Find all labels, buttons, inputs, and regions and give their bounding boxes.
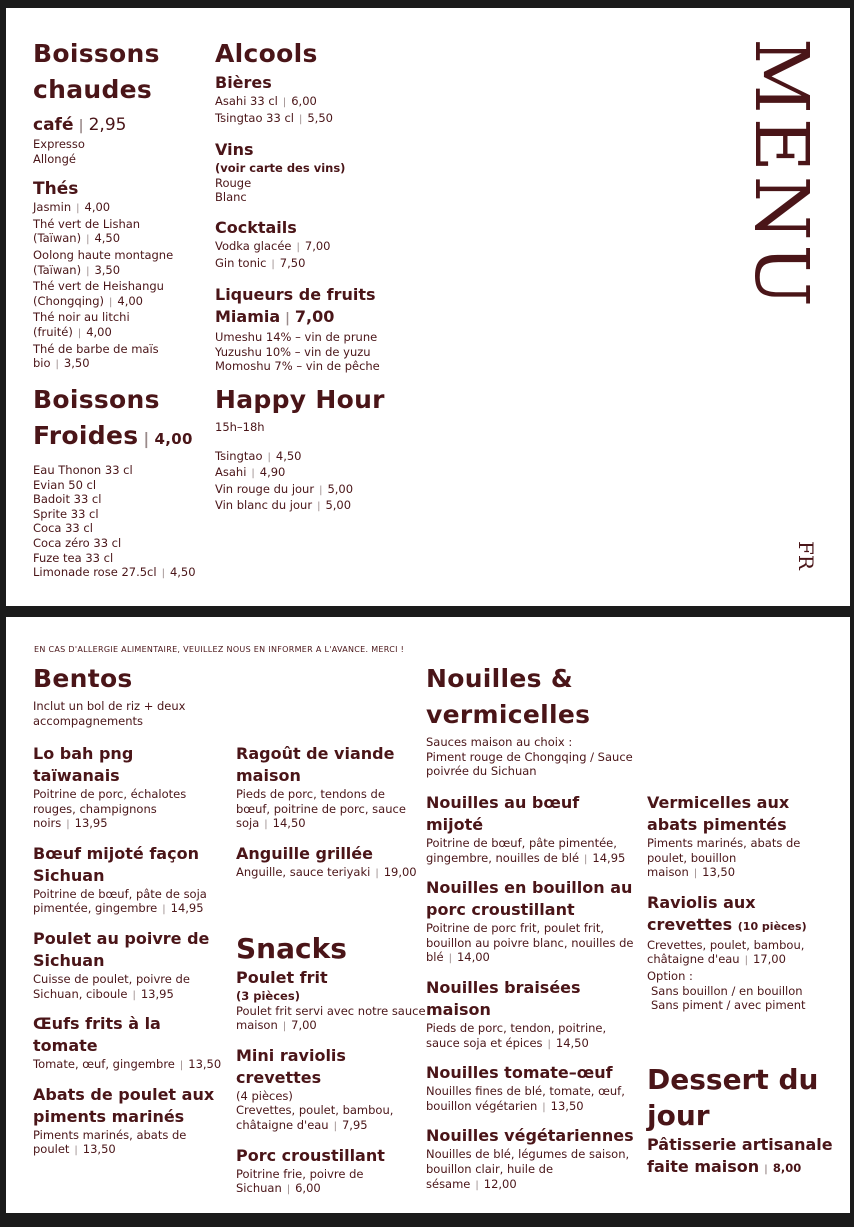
alcohol-section: [215, 36, 445, 374]
bento-desc: Poitrine de bœuf, pâte de soja pimentée, gingembre | 14,95: [33, 886, 207, 916]
vermicelli-column: [647, 792, 827, 1013]
happy-hour-item: Asahi | 4,90: [215, 465, 286, 480]
teas-title: Thés: [33, 179, 79, 200]
noodle-item: [426, 877, 638, 967]
drinks-page: [6, 8, 850, 606]
liqueur-item: Yuzushu 10% – vin de yuzu: [215, 344, 371, 359]
liqueur-item: Momoshu 7% – vin de pêche: [215, 359, 380, 374]
bento-name: Abats de poulet aux piments marinés: [33, 1084, 215, 1126]
hot-drinks-title-2: chaudes: [33, 75, 153, 104]
lemonade-item: Limonade rose 27.5cl | 4,50: [33, 565, 196, 580]
language-tag: FR: [794, 541, 818, 570]
coffee-item: Allongé: [33, 151, 76, 166]
happy-hour-hours: 15h–18h: [215, 420, 265, 434]
sauces-options: Piment rouge de Chongqing / Sauce poivrée du Sichuan: [426, 749, 633, 779]
noodle-item: [426, 1125, 638, 1193]
cold-item: Coca 33 cl: [33, 521, 93, 536]
snacks-section: [236, 931, 426, 1198]
cold-drinks-title-2: Froides | 4,00: [33, 421, 193, 450]
noodle-name: Nouilles braisées maison: [426, 977, 581, 1019]
noodle-name: Nouilles végétariennes: [426, 1126, 634, 1146]
snack-desc: Poulet frit servi avec notre sauce maison | 7,00: [236, 1003, 426, 1033]
cold-item: Coca zéro 33 cl: [33, 535, 122, 550]
noodles-header: [426, 661, 636, 779]
noodle-desc: Poitrine de bœuf, pâte pimentée, gingembre, nouilles de blé | 14,95: [426, 836, 626, 865]
noodle-name: Nouilles en bouillon au porc croustillant: [426, 878, 633, 920]
bento-item: [33, 1013, 223, 1074]
dessert-title-2: jour: [647, 1099, 710, 1132]
happy-hour-item: Tsingtao | 4,50: [215, 448, 302, 463]
noodles-title-1: Nouilles &: [426, 664, 573, 693]
vermicelli-name: Vermicelles aux abats pimentés: [647, 793, 790, 834]
tea-item: Thé vert de Heishangu (Chongqing) | 4,00: [33, 279, 164, 308]
cold-item: Fuze tea 33 cl: [33, 550, 114, 565]
coffee-heading: café | 2,95: [33, 115, 127, 135]
dessert-section: [647, 1062, 837, 1181]
menu-title: MENU: [738, 38, 824, 311]
bento-desc: Pieds de porc, tendons de bœuf, poitrine de porc, sauce soja | 14,50: [236, 787, 406, 831]
coffee-name: café: [33, 115, 74, 135]
tea-item: Oolong haute montagne (Taïwan) | 3,50: [33, 247, 174, 277]
bentos-desc: Inclut un bol de riz + deux accompagnements: [33, 699, 186, 728]
liqueur-item: Umeshu 14% – vin de prune: [215, 330, 378, 345]
bento-desc: Anguille, sauce teriyaki | 19,00: [236, 864, 417, 879]
cocktail-item: Vodka glacée | 7,00: [215, 238, 331, 253]
tea-item: Thé vert de Lishan (Taïwan) | 4,50: [33, 216, 141, 246]
liqueurs-title: Liqueurs de fruits: [215, 285, 376, 305]
wines-title: Vins: [215, 140, 254, 160]
bento-item: [236, 743, 421, 833]
happy-hour-item: Vin rouge du jour | 5,00: [215, 481, 354, 496]
allergy-notice: EN CAS D'ALLERGIE ALIMENTAIRE, VEUILLEZ NOUS EN INFORMER A L'AVANCE. MERCI !: [34, 645, 405, 654]
happy-hour-title: Happy Hour: [215, 385, 385, 414]
snack-item: [236, 1045, 426, 1135]
bento-name: Lo bah png taïwanais: [33, 744, 134, 785]
raviolis-name: Raviolis aux crevettes (10 pièces): [647, 892, 807, 934]
bento-desc: Cuisse de poulet, poivre de Sichuan, ciboule | 13,95: [33, 971, 190, 1001]
bento-name: Poulet au poivre de Sichuan: [33, 928, 210, 970]
bento-desc: Poitrine de porc, échalotes rouges, champignons noirs | 13,95: [33, 787, 187, 831]
cocktail-item: Gin tonic | 7,50: [215, 255, 306, 270]
raviolis-option-label: Option :: [647, 968, 693, 983]
noodle-desc: Nouilles de blé, légumes de saison, bouillon clair, huile de sésame | 12,00: [426, 1147, 630, 1191]
alcohol-title: Alcools: [215, 39, 318, 68]
raviolis-item: [647, 892, 827, 1013]
noodle-item: [426, 1062, 638, 1115]
wine-item: Blanc: [215, 190, 247, 205]
wine-item: Rouge: [215, 175, 252, 190]
noodles-title-2: vermicelles: [426, 700, 591, 729]
bentos-left-column: [33, 743, 223, 1159]
cold-drinks-section: [33, 382, 213, 582]
bento-name: Anguille grillée: [236, 843, 373, 863]
bentos-title: Bentos: [33, 664, 133, 693]
snack-item: [236, 967, 426, 1035]
snack-name: Mini raviolis crevettes: [236, 1045, 346, 1087]
coffee-item: Expresso: [33, 137, 85, 151]
cocktails-title: Cocktails: [215, 217, 297, 237]
snack-desc: Crevettes, poulet, bambou, châtaigne d'eau | 7,95: [236, 1103, 394, 1132]
snack-name: Porc croustillant: [236, 1145, 385, 1165]
vermicelli-item: [647, 792, 827, 882]
bento-name: Bœuf mijoté façon Sichuan: [33, 843, 199, 885]
bentos-header: [33, 661, 233, 728]
bento-item: [236, 843, 421, 882]
tea-item: Thé de barbe de maïs bio | 3,50: [33, 341, 159, 371]
noodle-name: Nouilles tomate–œuf: [426, 1063, 613, 1083]
noodle-item: [426, 792, 638, 867]
cold-item: Evian 50 cl: [33, 477, 97, 492]
vermicelli-desc: Piments marinés, abats de poulet, bouillon maison | 13,50: [647, 836, 801, 880]
noodle-desc: Poitrine de porc frit, poulet frit, bouillon au poivre blanc, nouilles de blé | 14,00: [426, 921, 634, 965]
dessert-item: Pâtisserie artisanale faite maison | 8,00: [647, 1135, 833, 1176]
wines-note: (voir carte des vins): [215, 161, 346, 176]
coffee-price: 2,95: [88, 115, 127, 135]
raviolis-option: Sans piment / avec piment: [651, 998, 806, 1013]
raviolis-desc: Crevettes, poulet, bambou, châtaigne d'eau | 17,00: [647, 937, 805, 967]
bento-name: Ragoût de viande maison: [236, 744, 395, 785]
bento-item: [33, 928, 223, 1003]
sauces-label: Sauces maison au choix :: [426, 735, 573, 749]
snacks-title: Snacks: [236, 932, 347, 965]
bento-item: [33, 843, 223, 918]
bento-desc: Piments marinés, abats de poulet | 13,50: [33, 1127, 187, 1157]
bento-item: [33, 743, 223, 833]
noodle-item: [426, 977, 638, 1052]
snack-item: [236, 1145, 426, 1198]
hot-drinks-section: [33, 36, 208, 373]
happy-hour-section: [215, 382, 445, 515]
liqueurs-brand: Miamia | 7,00: [215, 307, 335, 327]
beers-title: Bières: [215, 73, 272, 92]
cold-drinks-price: 4,00: [154, 430, 193, 448]
bento-item: [33, 1084, 223, 1159]
snack-desc: Poitrine frie, poivre de Sichuan | 6,00: [236, 1166, 364, 1196]
noodles-column: [426, 792, 638, 1193]
dessert-title-1: Dessert du: [647, 1063, 819, 1096]
raviolis-option: Sans bouillon / en bouillon: [651, 983, 803, 998]
noodle-desc: Pieds de porc, tendon, poitrine, sauce soja et épices | 14,50: [426, 1020, 607, 1050]
beer-item: Tsingtao 33 cl | 5,50: [215, 110, 333, 125]
hot-drinks-title-1: Boissons: [33, 39, 160, 68]
noodle-desc: Nouilles fines de blé, tomate, œuf, bouillon végétarien | 13,50: [426, 1084, 625, 1113]
cold-item: Sprite 33 cl: [33, 506, 99, 521]
snack-qty: (3 pièces): [236, 989, 300, 1003]
happy-hour-item: Vin blanc du jour | 5,00: [215, 498, 352, 513]
snack-name: Poulet frit: [236, 968, 328, 987]
cold-drinks-title-1: Boissons: [33, 385, 160, 414]
bento-name: Œufs frits à la tomate: [33, 1014, 161, 1056]
cold-item: Badoit 33 cl: [33, 492, 102, 507]
beer-item: Asahi 33 cl | 6,00: [215, 94, 317, 108]
snack-qty: (4 pièces): [236, 1088, 293, 1103]
bentos-right-column: [236, 743, 421, 881]
tea-item: Thé noir au litchi (fruité) | 4,00: [33, 310, 130, 339]
food-page: [6, 617, 850, 1213]
tea-item: Jasmin | 4,00: [33, 200, 111, 215]
cold-item: Eau Thonon 33 cl: [33, 463, 133, 477]
bento-desc: Tomate, œuf, gingembre | 13,50: [33, 1057, 222, 1072]
noodle-name: Nouilles au bœuf mijoté: [426, 793, 580, 834]
